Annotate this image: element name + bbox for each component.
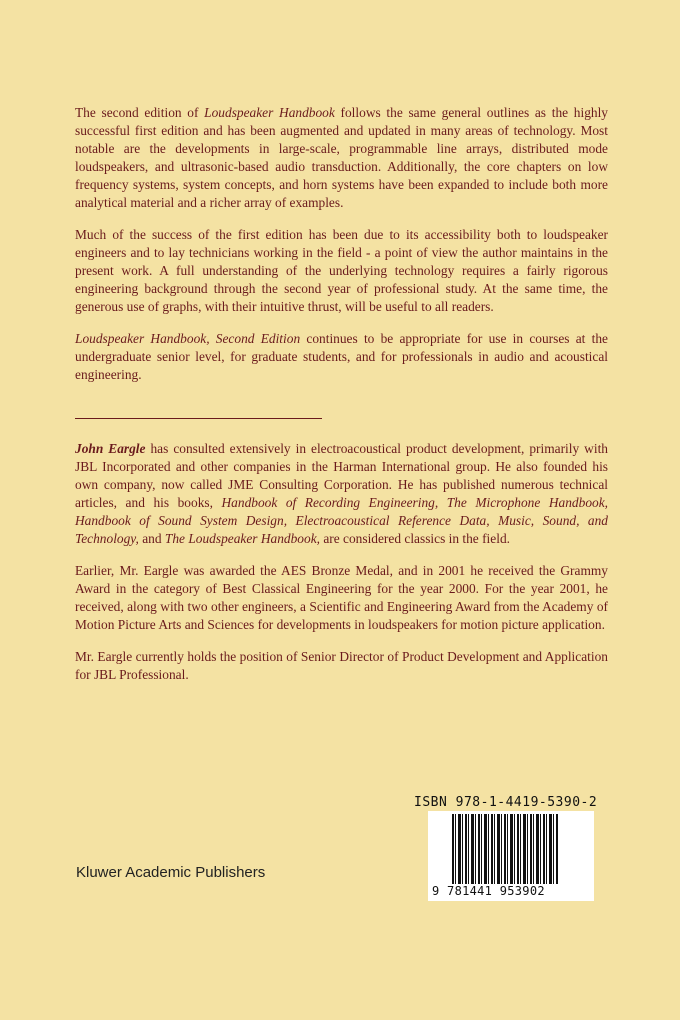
author-name: John Eargle xyxy=(75,441,146,456)
barcode-bars xyxy=(452,814,558,884)
divider-rule xyxy=(75,418,322,419)
description-paragraph-1 xyxy=(75,104,608,212)
publisher-name: Kluwer Academic Publishers xyxy=(76,864,266,881)
text-run: are considered classics in the field. xyxy=(319,531,510,546)
text-run: has consulted extensively in electroacoustical product development, primarily with JBL Incorporated and other companies in the Harman International group. He also founded his own company, now called JME Consulting Corporation. He has published numerous technical articles, and his books, xyxy=(75,441,608,510)
text-run: continues to be appropriate for use in courses at the undergraduate senior level, for graduate students, and for professionals in audio and acoustical engineering. xyxy=(75,331,608,382)
book-titles: Handbook of Recording Engineering, The Microphone Handbook, Handbook of Sound System Design, Electroacoustical Reference Data, Music, Sound, and Technology, xyxy=(75,495,608,546)
barcode-digits: 9 781441 953902 xyxy=(432,884,545,898)
text-run: follows the same general outlines as the highly successful first edition and has been augmented and updated in many areas of technology. Most notable are the developments in large-scale, programmable line arrays, distributed mode loudspeakers, and ultrasonic-based audio transduction. Additionally, the core chapters on low frequency systems, system concepts, and horn systems have been expanded to include both more analytical material and a richer array of examples. xyxy=(75,105,608,210)
author-bio xyxy=(75,440,608,698)
description-paragraph-3 xyxy=(75,330,608,384)
text-run: The second edition of xyxy=(75,105,205,120)
text-run: and xyxy=(138,531,165,546)
bio-paragraph-3: Mr. Eargle currently holds the position of Senior Director of Product Development and Application for JBL Professional. xyxy=(75,649,608,682)
book-title: Loudspeaker Handbook xyxy=(204,105,335,120)
description-paragraph-2: Much of the success of the first edition has been due to its accessibility both to loudspeaker engineers and to lay technicians working in the field - a point of view the author maintains in the present work. A full understanding of the underlying technology requires a fairly rigorous engineering background through the second year of professional study. At the same time, the generous use of graphs, with their intuitive thrust, will be useful to all readers. xyxy=(75,227,608,314)
isbn-label: ISBN 978-1-4419-5390-2 xyxy=(414,795,598,810)
bio-paragraph-2: Earlier, Mr. Eargle was awarded the AES Bronze Medal, and in 2001 he received the Grammy Award in the category of Best Classical Engineering for the year 2000. For the year 2001, he received, along with two other engineers, a Scientific and Engineering Award from the Academy of Motion Picture Arts and Sciences for developments in loudspeakers for motion picture application. xyxy=(75,563,608,632)
book-title: The Loudspeaker Handbook, xyxy=(164,531,320,546)
book-title: Loudspeaker Handbook, Second Edition xyxy=(75,331,301,346)
description-text xyxy=(75,104,608,398)
bio-paragraph-1 xyxy=(75,440,608,548)
